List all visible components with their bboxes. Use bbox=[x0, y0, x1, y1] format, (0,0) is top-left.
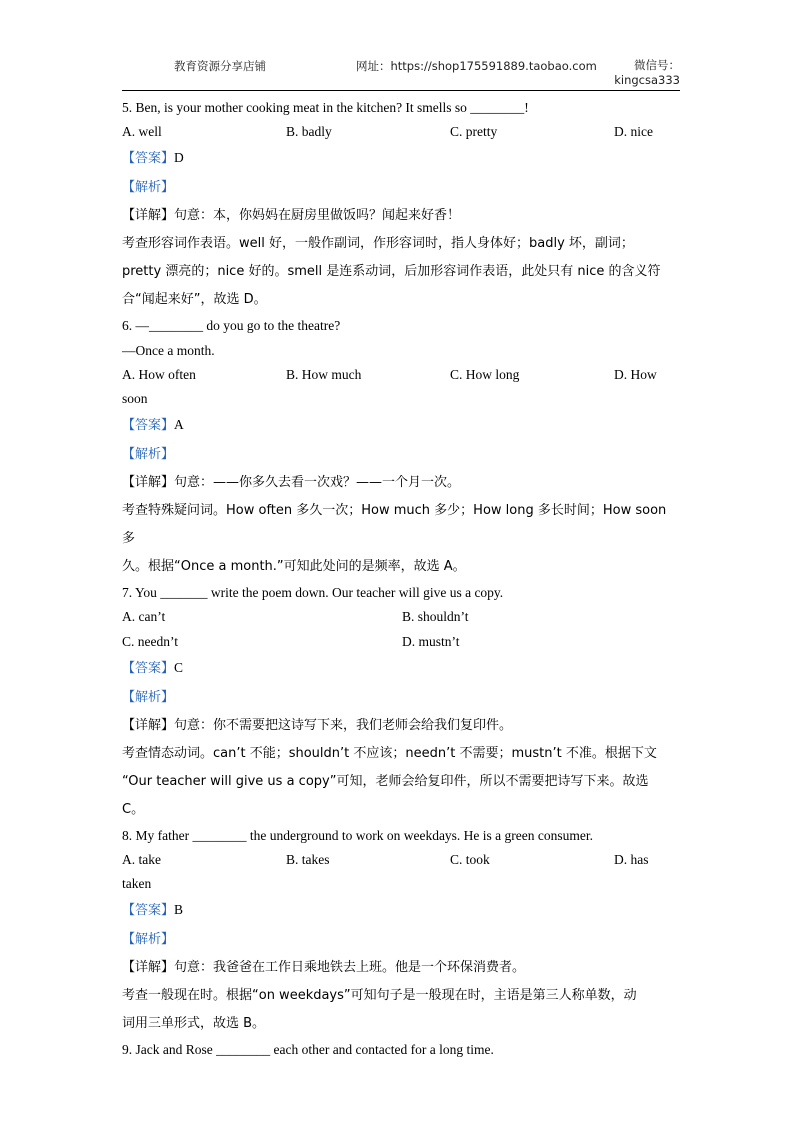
q8-detail-line bbox=[122, 954, 682, 982]
q7-analysis-line bbox=[122, 683, 682, 712]
answer-label: 【答案】 bbox=[122, 151, 175, 167]
q5-options bbox=[122, 120, 682, 144]
detail-label: 【详解】 bbox=[122, 475, 175, 491]
q6-stem: 6. —________ do you go to the theatre? bbox=[122, 318, 341, 334]
q5-answer: D bbox=[174, 150, 184, 166]
header-wechat bbox=[600, 58, 680, 88]
analysis-label: 【解析】 bbox=[122, 447, 175, 463]
document-body bbox=[122, 96, 682, 1063]
q8-option-c: C. took bbox=[450, 852, 490, 868]
analysis-label: 【解析】 bbox=[122, 932, 175, 948]
q8-explanation-1: 考查一般现在时。根据“on weekdays”可知句子是一般现在时，主语是第三人称单数，动 bbox=[122, 988, 637, 1004]
header-url: 网址：https://shop175591889.taobao.com bbox=[356, 59, 597, 73]
answer-label: 【答案】 bbox=[122, 660, 175, 676]
q8-option-d: D. has bbox=[614, 852, 649, 868]
q8-detail: 句意：我爸爸在工作日乘地铁去上班。他是一个环保消费者。 bbox=[174, 960, 526, 976]
answer-label: 【答案】 bbox=[122, 903, 175, 919]
q6-reply: —Once a month. bbox=[122, 342, 215, 358]
detail-label: 【详解】 bbox=[122, 960, 175, 976]
q8-answer: B bbox=[174, 902, 184, 918]
q7-detail: 句意：你不需要把这诗写下来，我们老师会给我们复印件。 bbox=[174, 717, 513, 733]
q7-detail-line bbox=[122, 712, 682, 740]
q8-explanation-2: 词用三单形式，故选 B。 bbox=[122, 1016, 266, 1032]
q7-option-c: C. needn’t bbox=[122, 633, 178, 649]
q7-option-a: A. can’t bbox=[122, 609, 166, 625]
q6-answer-line bbox=[122, 411, 682, 440]
q8-options bbox=[122, 848, 682, 872]
q7-answer: C bbox=[174, 659, 184, 675]
q5-option-c: C. pretty bbox=[450, 124, 498, 140]
q6-options bbox=[122, 363, 682, 387]
q7-option-b: B. shouldn’t bbox=[402, 609, 469, 625]
header-wechat-label: 微信号： bbox=[634, 58, 680, 72]
q5-analysis-line bbox=[122, 173, 682, 202]
q6-option-a: A. How often bbox=[122, 366, 196, 382]
q6-detail-line bbox=[122, 469, 682, 497]
q6-analysis-line bbox=[122, 440, 682, 469]
analysis-label: 【解析】 bbox=[122, 689, 175, 705]
analysis-label: 【解析】 bbox=[122, 180, 175, 196]
q9-stem: 9. Jack and Rose ________ each other and contacted for a long time. bbox=[122, 1042, 494, 1058]
q6-explanation-1: 考查特殊疑问词。How often 多久一次；How much 多少；How long 多长时间；How soon 多 bbox=[122, 503, 667, 547]
q5-explanation-3: 合“闻起来好”，故选 D。 bbox=[122, 292, 267, 308]
q6-explanation-2: 久。根据“Once a month.”可知此处问的是频率，故选 A。 bbox=[122, 559, 466, 575]
q8-stem: 8. My father ________ the underground to work on weekdays. He is a green consumer. bbox=[122, 827, 594, 843]
q6-option-b: B. How much bbox=[286, 366, 362, 382]
q5-stem: 5. Ben, is your mother cooking meat in the kitchen? It smells so ________! bbox=[122, 100, 529, 115]
q5-detail-line bbox=[122, 202, 682, 230]
header-shop-name: 教育资源分享店铺 bbox=[174, 59, 266, 73]
q7-explanation-1: 考查情态动词。can’t 不能；shouldn’t 不应该；needn’t 不需要；mustn’t 不准。根据下文 bbox=[122, 745, 657, 761]
q5-detail: 句意：本，你妈妈在厨房里做饭吗？闻起来好香！ bbox=[174, 208, 461, 224]
q6-option-d: D. How bbox=[614, 366, 657, 382]
q7-option-d: D. mustn’t bbox=[402, 633, 460, 649]
q8-option-b: B. takes bbox=[286, 852, 330, 868]
q8-option-a: A. take bbox=[122, 852, 161, 868]
q8-analysis-line bbox=[122, 925, 682, 954]
q6-detail: 句意：——你多久去看一次戏？——一个月一次。 bbox=[174, 475, 461, 491]
q6-answer: A bbox=[174, 417, 184, 433]
q5-option-d: D. nice bbox=[614, 124, 653, 140]
q7-explanation-2: “Our teacher will give us a copy”可知，老师会给复印件，所以不需要把诗写下来。故选 bbox=[122, 773, 649, 789]
answer-label: 【答案】 bbox=[122, 418, 175, 434]
q6-option-c: C. How long bbox=[450, 366, 520, 382]
header-wechat-id: kingcsa333 bbox=[614, 73, 680, 87]
q8-option-d-wrap: taken bbox=[122, 876, 152, 892]
q7-stem: 7. You _______ write the poem down. Our teacher will give us a copy. bbox=[122, 585, 504, 601]
q6-option-d-wrap: soon bbox=[122, 391, 148, 407]
q5-explanation-2: pretty 漂亮的；nice 好的。smell 是连系动词，后加形容词作表语，此处只有 nice 的含义符 bbox=[122, 264, 661, 280]
q7-answer-line bbox=[122, 654, 682, 683]
detail-label: 【详解】 bbox=[122, 717, 175, 733]
page-header bbox=[122, 56, 680, 91]
q5-option-b: B. badly bbox=[286, 124, 332, 140]
detail-label: 【详解】 bbox=[122, 208, 175, 224]
q5-answer-line bbox=[122, 144, 682, 173]
q7-options-row-1 bbox=[122, 605, 682, 629]
q5-option-a: A. well bbox=[122, 124, 162, 140]
q8-answer-line bbox=[122, 896, 682, 925]
q7-options-row-2 bbox=[122, 630, 682, 654]
q7-explanation-3: C。 bbox=[122, 801, 145, 817]
q5-explanation-1: 考查形容词作表语。well 好，一般作副词，作形容词时，指人身体好；badly 坏，副词； bbox=[122, 236, 634, 252]
